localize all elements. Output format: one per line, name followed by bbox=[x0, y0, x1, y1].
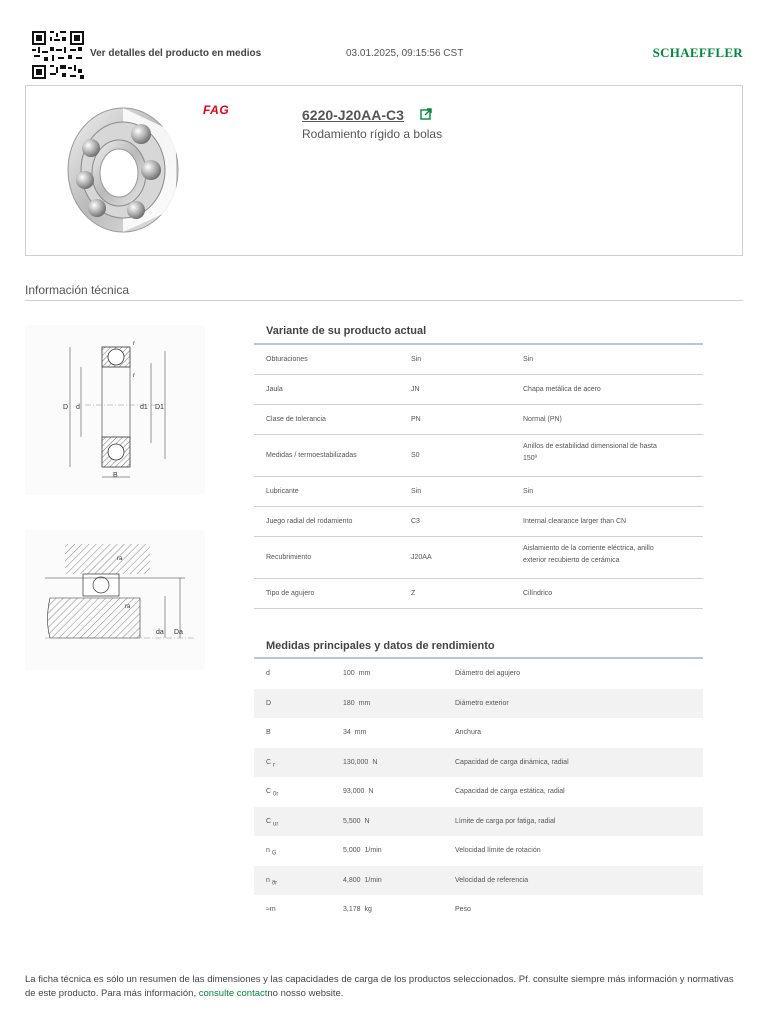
dimension-symbol bbox=[266, 700, 271, 707]
variant-code: Z bbox=[411, 590, 416, 597]
variant-code: Sin bbox=[411, 356, 422, 363]
dimension-row bbox=[254, 895, 703, 925]
dimension-description: Capacidad de carga estática, radial bbox=[455, 788, 565, 795]
dimensions-table-title: Medidas principales y datos de rendimiento bbox=[266, 640, 495, 652]
label-da: da bbox=[156, 629, 164, 636]
value-unit: mm bbox=[358, 670, 371, 677]
view-product-media-link[interactable]: Ver detalles del producto en medios bbox=[90, 48, 262, 59]
dimension-symbol bbox=[266, 847, 277, 856]
dimension-value bbox=[343, 759, 377, 766]
dimension-row bbox=[254, 836, 703, 866]
label-B: B bbox=[113, 472, 118, 479]
fag-logo: FAG bbox=[203, 103, 230, 117]
value-number: 130,000 bbox=[343, 758, 369, 766]
dimension-description: Velocidad de referencia bbox=[455, 876, 529, 884]
symbol-main: C bbox=[266, 788, 272, 795]
variant-code: JN bbox=[411, 386, 420, 393]
dimensions-table bbox=[254, 657, 703, 925]
dimension-row bbox=[254, 748, 703, 778]
value-number: 34 bbox=[343, 729, 351, 736]
dimension-description: Capacidad de carga dinámica, radial bbox=[455, 758, 569, 766]
variant-attribute: Juego radial del rodamiento bbox=[266, 518, 353, 525]
dimension-value bbox=[343, 788, 373, 795]
dimension-row bbox=[254, 718, 703, 748]
variant-row bbox=[254, 477, 703, 507]
variant-table bbox=[254, 343, 703, 609]
symbol-subscript: 0r bbox=[273, 791, 279, 798]
dimension-value bbox=[343, 818, 370, 825]
variant-description: Sin bbox=[523, 356, 534, 363]
dimension-row bbox=[254, 689, 703, 719]
variant-row bbox=[254, 345, 703, 375]
dimension-value bbox=[343, 729, 366, 736]
variant-code: S0 bbox=[411, 452, 420, 459]
value-unit: kg bbox=[364, 906, 372, 913]
footer-text: La ficha técnica es sólo un resumen de las dimensiones y las capacidades de carga de los productos seleccionados. Pf. consulte siempre más información y normativas de este producto. Para más información, bbox=[25, 974, 734, 999]
dimension-row bbox=[254, 866, 703, 896]
dimension-value bbox=[343, 700, 370, 707]
variant-code: PN bbox=[411, 416, 421, 423]
variant-attribute: Medidas / termoestabilizadas bbox=[266, 452, 357, 459]
variant-attribute: Jaula bbox=[266, 386, 283, 393]
dimension-description: Diámetro del agujero bbox=[455, 670, 520, 677]
variant-code: C3 bbox=[411, 518, 420, 525]
value-number: 4,800 bbox=[343, 876, 361, 884]
qr-code-icon[interactable] bbox=[32, 31, 84, 79]
dimension-symbol bbox=[266, 906, 276, 913]
variant-code: J20AA bbox=[411, 554, 432, 561]
dimension-value bbox=[343, 906, 372, 913]
dimension-description: Límite de carga por fatiga, radial bbox=[455, 817, 556, 825]
dimension-symbol bbox=[266, 877, 277, 886]
label-D: D bbox=[63, 404, 69, 411]
dimension-row bbox=[254, 777, 703, 807]
symbol-main: B bbox=[266, 729, 271, 736]
label-d: d bbox=[76, 404, 80, 411]
label-D1: D1 bbox=[155, 404, 164, 411]
generation-datetime: 03.01.2025, 09:15:56 CST bbox=[346, 48, 464, 59]
value-number: 5,000 bbox=[343, 847, 361, 854]
variant-row bbox=[254, 579, 703, 609]
dimension-symbol bbox=[266, 788, 278, 797]
dimension-symbol bbox=[266, 670, 270, 677]
value-number: 3,178 bbox=[343, 906, 361, 913]
footer-text-end: no nosso website. bbox=[267, 988, 344, 999]
dimension-value bbox=[343, 877, 382, 884]
product-code-link[interactable]: 6220-J20AA-C3 bbox=[302, 107, 404, 123]
variant-description: Cilíndrico bbox=[523, 590, 553, 597]
variant-row bbox=[254, 537, 703, 579]
variant-attribute: Tipo de agujero bbox=[266, 590, 315, 597]
symbol-main: d bbox=[266, 670, 270, 677]
value-number: 5,500 bbox=[343, 817, 361, 825]
label-Da: Da bbox=[174, 629, 183, 636]
value-unit: N bbox=[364, 817, 370, 825]
symbol-subscript: G bbox=[271, 850, 277, 857]
variant-code: Sin bbox=[411, 488, 422, 495]
symbol-subscript: r bbox=[273, 761, 276, 768]
header bbox=[0, 0, 768, 80]
dimension-row bbox=[254, 807, 703, 837]
bearing-dimension-drawing bbox=[25, 325, 205, 495]
value-unit: N bbox=[372, 758, 378, 766]
variant-table-title: Variante de su producto actual bbox=[266, 325, 427, 337]
variant-description: Internal clearance larger than CN bbox=[523, 518, 627, 525]
dimension-description: Diámetro exterior bbox=[455, 699, 509, 707]
label-d1: d1 bbox=[140, 404, 148, 411]
symbol-main: n bbox=[266, 847, 270, 854]
dimension-symbol bbox=[266, 818, 278, 827]
variant-description: Aislamiento de la corriente eléctrica, anillo exterior recubierto de cerámica bbox=[523, 545, 654, 564]
bearing-product-image bbox=[61, 98, 196, 238]
value-unit: 1/min bbox=[364, 847, 382, 854]
section-divider bbox=[25, 300, 743, 301]
symbol-main: ≈m bbox=[266, 906, 276, 913]
label-ra-bottom: ra bbox=[125, 604, 131, 610]
external-link-icon[interactable] bbox=[420, 108, 432, 120]
dimension-symbol bbox=[266, 759, 275, 768]
dimension-value bbox=[343, 847, 382, 854]
variant-attribute: Clase de tolerancia bbox=[266, 416, 326, 423]
schaeffler-logo: SCHAEFFLER bbox=[652, 45, 743, 60]
section-title: Información técnica bbox=[25, 283, 130, 297]
product-card bbox=[25, 85, 743, 256]
symbol-main: C bbox=[266, 758, 272, 766]
product-description: Rodamiento rígido a bolas bbox=[302, 127, 443, 141]
symbol-main: D bbox=[266, 699, 272, 707]
symbol-subscript: ur bbox=[273, 820, 279, 827]
label-r-top: r bbox=[133, 341, 135, 347]
variant-description: Anillos de estabilidad dimensional de hasta 150º bbox=[523, 443, 657, 462]
label-ra-top: ra bbox=[117, 556, 123, 562]
dimension-description: Peso bbox=[455, 906, 471, 913]
dimension-row bbox=[254, 659, 703, 689]
variant-attribute: Lubricante bbox=[266, 488, 299, 495]
contact-link[interactable]: consulte contact bbox=[198, 988, 268, 999]
variant-attribute: Recubrimiento bbox=[266, 554, 312, 561]
variant-row bbox=[254, 435, 703, 477]
symbol-main: n bbox=[266, 876, 270, 884]
value-unit: mm bbox=[358, 699, 371, 707]
dimension-value bbox=[343, 670, 370, 677]
value-unit: 1/min bbox=[364, 876, 382, 884]
symbol-main: C bbox=[266, 817, 272, 825]
footer-disclaimer bbox=[25, 973, 745, 1001]
variant-description: Sin bbox=[523, 488, 534, 495]
dimension-description: Velocidad límite de rotación bbox=[455, 847, 541, 854]
variant-row bbox=[254, 507, 703, 537]
value-unit: mm bbox=[354, 729, 367, 736]
mounting-dimension-drawing bbox=[25, 530, 205, 670]
variant-description: Normal (PN) bbox=[523, 416, 562, 423]
variant-row bbox=[254, 375, 703, 405]
variant-row bbox=[254, 405, 703, 435]
variant-description: Chapa metálica de acero bbox=[523, 386, 601, 393]
label-r-side: r bbox=[133, 373, 135, 379]
value-number: 100 bbox=[343, 670, 355, 677]
value-number: 180 bbox=[343, 699, 355, 707]
dimension-symbol bbox=[266, 729, 271, 736]
value-unit: N bbox=[368, 788, 374, 795]
value-number: 93,000 bbox=[343, 788, 365, 795]
symbol-subscript: ϑr bbox=[271, 879, 278, 886]
variant-attribute: Obturaciones bbox=[266, 356, 308, 363]
dimension-description: Anchura bbox=[455, 729, 482, 736]
